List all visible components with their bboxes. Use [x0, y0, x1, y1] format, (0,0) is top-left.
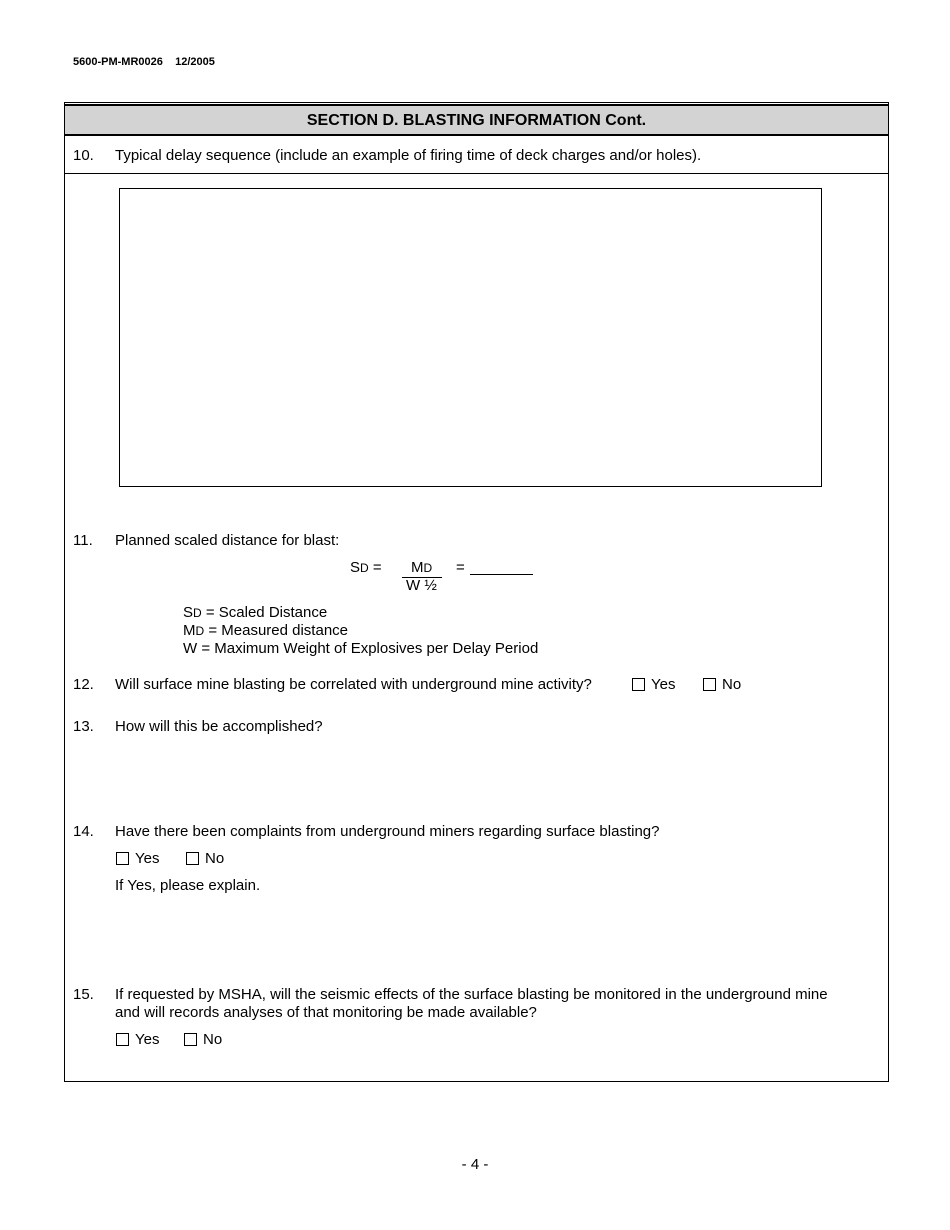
q14-followup: If Yes, please explain.: [115, 877, 261, 894]
q11-number: 11.: [73, 532, 93, 549]
q15-no-option[interactable]: No: [184, 1031, 222, 1048]
q15-number: 15.: [73, 986, 94, 1003]
formula-equals: =: [456, 559, 465, 576]
q13-text: How will this be accomplished?: [115, 718, 323, 735]
q10-number: 10.: [73, 147, 94, 164]
checkbox-icon[interactable]: [186, 852, 199, 865]
formula-sd: SD =: [350, 559, 382, 576]
delay-sequence-field[interactable]: [119, 188, 822, 487]
q12-no-option[interactable]: No: [703, 676, 741, 693]
checkbox-icon[interactable]: [703, 678, 716, 691]
checkbox-icon[interactable]: [184, 1033, 197, 1046]
q10-text: Typical delay sequence (include an example of firing time of deck charges and/or holes).: [115, 147, 702, 164]
legend-scaled-distance: SD = Scaled Distance: [183, 604, 328, 621]
q14-number: 14.: [73, 823, 94, 840]
checkbox-icon[interactable]: [632, 678, 645, 691]
legend-measured-distance: MD = Measured distance: [183, 622, 349, 639]
q12-yes-option[interactable]: Yes: [632, 676, 675, 693]
checkbox-icon[interactable]: [116, 852, 129, 865]
q10-divider: [65, 173, 888, 174]
q14-yes-option[interactable]: Yes: [116, 850, 159, 867]
q15-text-line2: and will records analyses of that monitoring be made available?: [115, 1004, 537, 1021]
q15-text-line1: If requested by MSHA, will the seismic effects of the surface blasting be monitored in the underground mine: [115, 986, 828, 1003]
page-number: - 4 -: [461, 1156, 489, 1173]
checkbox-icon[interactable]: [116, 1033, 129, 1046]
formula-denominator: W ½: [406, 577, 437, 594]
form-id: 5600-PM-MR0026 12/2005: [73, 56, 215, 68]
q12-text: Will surface mine blasting be correlated with underground mine activity?: [115, 676, 592, 693]
q11-text: Planned scaled distance for blast:: [115, 532, 340, 549]
formula-numerator: MD: [411, 559, 433, 576]
q12-number: 12.: [73, 676, 94, 693]
scaled-distance-blank[interactable]: [470, 574, 533, 575]
q13-number: 13.: [73, 718, 94, 735]
q14-text: Have there been complaints from underground miners regarding surface blasting?: [115, 823, 660, 840]
q15-yes-option[interactable]: Yes: [116, 1031, 159, 1048]
section-header: SECTION D. BLASTING INFORMATION Cont.: [65, 104, 888, 136]
legend-max-weight: W = Maximum Weight of Explosives per Delay Period: [183, 640, 539, 657]
q14-no-option[interactable]: No: [186, 850, 224, 867]
